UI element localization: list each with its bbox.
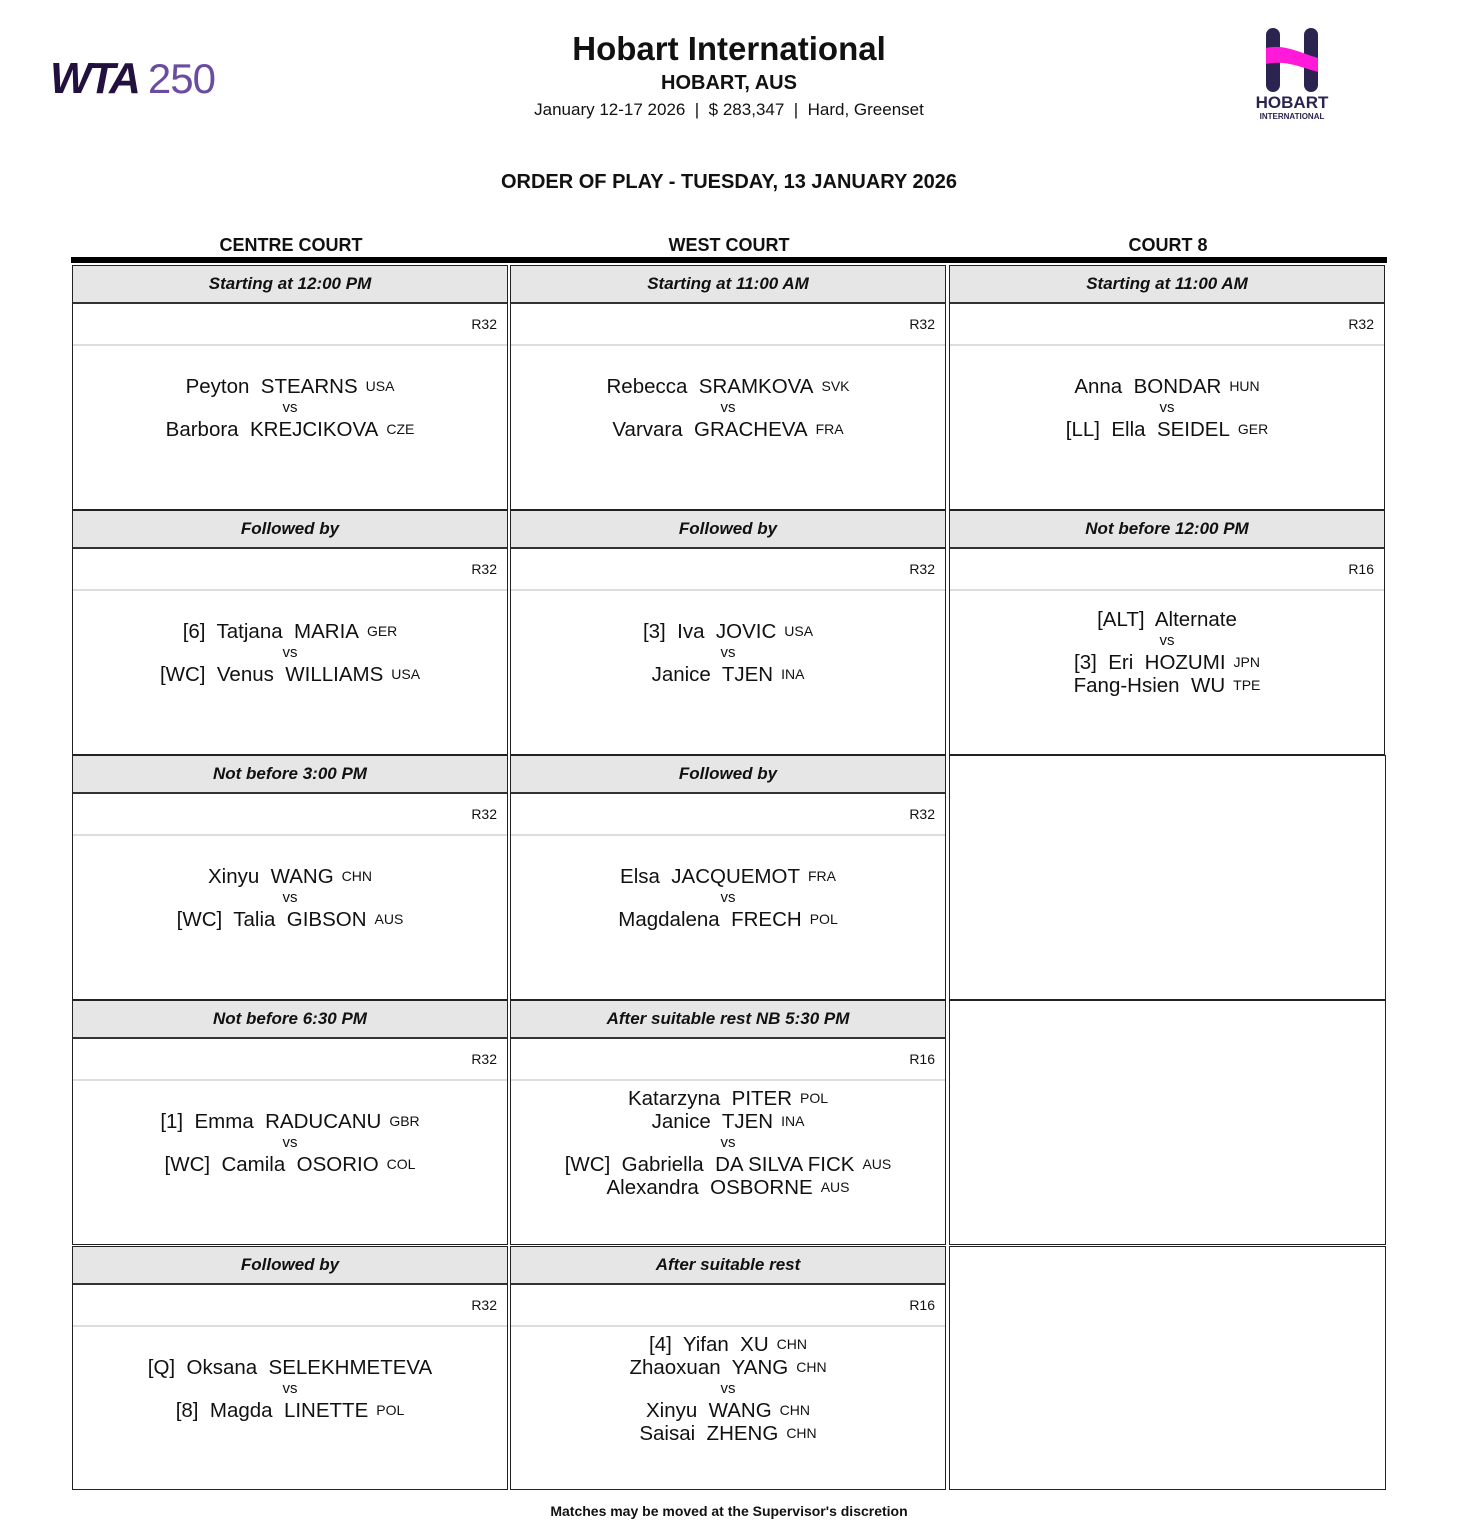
player-name: [3] Iva JOVIC xyxy=(642,620,777,643)
match-players xyxy=(511,836,945,960)
player-line xyxy=(607,375,850,398)
slot-time: Starting at 12:00 PM xyxy=(73,266,507,304)
vs-label: vs xyxy=(282,399,298,416)
player-name: [LL] Ella SEIDEL xyxy=(1065,418,1230,441)
vs-label: vs xyxy=(720,644,736,661)
match-round: R32 xyxy=(73,1285,507,1327)
player-name: Xinyu WANG xyxy=(645,1399,772,1422)
vs-label: vs xyxy=(1159,399,1175,416)
player-line xyxy=(1097,609,1237,631)
player-line xyxy=(646,1399,810,1422)
player-line xyxy=(643,620,813,643)
player-name: [3] Eri HOZUMI xyxy=(1074,651,1226,674)
vs-label: vs xyxy=(720,1134,736,1151)
player-line xyxy=(166,418,415,441)
match-round: R16 xyxy=(511,1039,945,1081)
court-name: COURT 8 xyxy=(1128,235,1208,255)
logo-text: HOBART xyxy=(1255,93,1329,112)
player-country: CHN xyxy=(786,1425,817,1441)
player-line xyxy=(165,1153,416,1176)
vs-label: vs xyxy=(720,1380,736,1397)
player-name: Fang-Hsien WU xyxy=(1073,674,1226,697)
match-players xyxy=(73,1081,507,1205)
player-country: POL xyxy=(809,911,838,927)
player-line xyxy=(618,908,837,931)
player-country: FRA xyxy=(815,421,844,437)
slot-time: After suitable rest xyxy=(511,1247,945,1285)
match-round: R32 xyxy=(511,794,945,836)
match-round: R32 xyxy=(511,549,945,591)
player-country: AUS xyxy=(374,911,404,927)
player-country: TPE xyxy=(1233,677,1261,693)
match-round: R32 xyxy=(950,304,1384,346)
player-country: AUS xyxy=(820,1179,850,1195)
slot-time: Followed by xyxy=(511,756,945,794)
player-name: Alexandra OSBORNE xyxy=(606,1176,813,1199)
player-line xyxy=(1074,651,1260,674)
player-name: Peyton STEARNS xyxy=(185,375,358,398)
slot-time: Starting at 11:00 AM xyxy=(950,266,1384,304)
player-line xyxy=(628,1087,828,1110)
player-line xyxy=(160,663,420,686)
player-name: [ALT] Alternate xyxy=(1097,608,1237,631)
player-country: USA xyxy=(784,623,814,639)
match-slot xyxy=(510,510,946,755)
court-name: WEST COURT xyxy=(668,235,790,255)
vs-label: vs xyxy=(282,644,298,661)
slot-time: Not before 3:00 PM xyxy=(73,756,507,794)
player-country: HUN xyxy=(1229,378,1260,394)
player-line xyxy=(565,1153,892,1176)
player-line xyxy=(612,418,843,441)
player-line xyxy=(620,865,836,888)
player-name: Zhaoxuan YANG xyxy=(629,1356,789,1379)
match-slot xyxy=(72,755,508,1000)
match-players xyxy=(511,1327,945,1451)
empty-slot xyxy=(949,1000,1386,1245)
player-country: CHN xyxy=(341,868,373,884)
match-slot xyxy=(510,265,946,510)
match-slot xyxy=(72,265,508,510)
player-name: [WC] Gabriella DA SILVA FICK xyxy=(564,1153,855,1176)
player-name: [Q] Oksana SELEKHMETEVA xyxy=(147,1355,433,1379)
match-round: R32 xyxy=(73,304,507,346)
player-name: Elsa JACQUEMOT xyxy=(620,865,800,888)
player-country: COL xyxy=(386,1156,416,1172)
slot-time: Not before 6:30 PM xyxy=(73,1001,507,1039)
tournament-location: HOBART, AUS xyxy=(661,72,797,94)
player-country: USA xyxy=(391,666,421,682)
player-line xyxy=(1066,418,1268,441)
player-country: INA xyxy=(781,666,805,682)
player-line xyxy=(606,1176,849,1199)
player-name: Varvara GRACHEVA xyxy=(612,418,808,441)
vs-label: vs xyxy=(282,1134,298,1151)
match-players xyxy=(73,346,507,470)
match-round: R32 xyxy=(73,1039,507,1081)
match-slot xyxy=(72,510,508,755)
match-players xyxy=(950,346,1384,470)
match-players xyxy=(950,591,1384,715)
player-name: [1] Emma RADUCANU xyxy=(160,1110,382,1133)
player-country: FRA xyxy=(807,868,836,884)
player-country: POL xyxy=(800,1090,829,1106)
player-country: CZE xyxy=(386,421,415,437)
player-line xyxy=(629,1356,826,1379)
player-name: [4] Yifan XU xyxy=(649,1333,769,1356)
player-line xyxy=(183,620,398,643)
vs-label: vs xyxy=(282,889,298,906)
player-country: SVK xyxy=(821,378,850,394)
vs-label: vs xyxy=(282,1379,298,1397)
tournament-title: Hobart International xyxy=(572,30,886,67)
player-country: GER xyxy=(1237,421,1269,437)
player-name: Janice TJEN xyxy=(651,1110,774,1133)
player-line xyxy=(160,1110,419,1133)
player-name: Saisai ZHENG xyxy=(639,1422,779,1445)
match-players xyxy=(73,836,507,960)
player-name: [WC] Camila OSORIO xyxy=(164,1153,379,1176)
empty-slot xyxy=(949,1246,1386,1490)
slot-time: Followed by xyxy=(73,1247,507,1285)
match-players xyxy=(511,591,945,715)
player-name: Janice TJEN xyxy=(651,663,774,686)
match-slot xyxy=(72,1246,508,1490)
player-name: Rebecca SRAMKOVA xyxy=(606,375,814,398)
vs-label: vs xyxy=(720,889,736,906)
match-players xyxy=(511,1081,945,1205)
slot-time: After suitable rest NB 5:30 PM xyxy=(511,1001,945,1039)
player-line xyxy=(652,1110,805,1133)
player-country: GBR xyxy=(389,1113,420,1129)
player-country: AUS xyxy=(862,1156,892,1172)
player-name: Katarzyna PITER xyxy=(627,1087,793,1110)
player-name: [8] Magda LINETTE xyxy=(175,1398,369,1422)
logo-subtext: INTERNATIONAL xyxy=(1259,112,1325,121)
player-name: Anna BONDAR xyxy=(1074,375,1222,398)
match-slot xyxy=(72,1000,508,1245)
slot-time: Not before 12:00 PM xyxy=(950,511,1384,549)
player-line xyxy=(649,1333,807,1356)
player-name: [WC] Talia GIBSON xyxy=(176,908,367,931)
vs-label: vs xyxy=(1159,632,1175,649)
player-name: [6] Tatjana MARIA xyxy=(182,620,359,643)
player-country: USA xyxy=(365,378,395,394)
match-players xyxy=(511,346,945,470)
match-slot xyxy=(510,755,946,1000)
player-country: CHN xyxy=(779,1402,811,1418)
footer-note: Matches may be moved at the Supervisor's discretion xyxy=(550,1503,908,1519)
player-line xyxy=(208,865,372,888)
player-country: CHN xyxy=(796,1359,827,1375)
court-name: CENTRE COURT xyxy=(219,235,363,255)
slot-time: Followed by xyxy=(511,511,945,549)
match-round: R32 xyxy=(73,794,507,836)
vs-label: vs xyxy=(720,399,736,416)
player-country: JPN xyxy=(1233,654,1260,670)
match-players xyxy=(73,1327,507,1451)
player-country: POL xyxy=(376,1401,405,1418)
empty-slot xyxy=(949,755,1386,1000)
player-line xyxy=(176,1399,405,1422)
slot-time: Followed by xyxy=(73,511,507,549)
match-round: R32 xyxy=(511,304,945,346)
wta-250-logo: WTA 250 xyxy=(50,54,215,103)
player-name: [WC] Venus WILLIAMS xyxy=(159,663,384,686)
player-line xyxy=(652,663,805,686)
player-name: Xinyu WANG xyxy=(207,865,334,888)
player-line xyxy=(177,908,404,931)
match-slot xyxy=(949,265,1385,510)
player-line xyxy=(186,375,395,398)
order-of-play-heading: ORDER OF PLAY - TUESDAY, 13 JANUARY 2026 xyxy=(500,171,958,193)
match-round: R16 xyxy=(950,549,1384,591)
match-slot xyxy=(510,1000,946,1245)
player-name: Barbora KREJCIKOVA xyxy=(165,418,379,441)
player-country: CHN xyxy=(776,1336,807,1352)
match-slot xyxy=(510,1246,946,1490)
slot-time: Starting at 11:00 AM xyxy=(511,266,945,304)
match-slot xyxy=(949,510,1385,755)
match-round: R32 xyxy=(73,549,507,591)
player-line xyxy=(639,1422,816,1445)
table-top-border xyxy=(71,257,1387,263)
player-name: Magdalena FRECH xyxy=(618,908,802,931)
match-round: R16 xyxy=(511,1285,945,1327)
player-line xyxy=(148,1357,432,1379)
match-players xyxy=(73,591,507,715)
player-line xyxy=(1074,674,1261,697)
tournament-info: January 12-17 2026 | $ 283,347 | Hard, Greenset xyxy=(534,100,924,119)
player-country: GER xyxy=(366,623,398,639)
player-country: INA xyxy=(781,1113,805,1129)
player-line xyxy=(1074,375,1259,398)
